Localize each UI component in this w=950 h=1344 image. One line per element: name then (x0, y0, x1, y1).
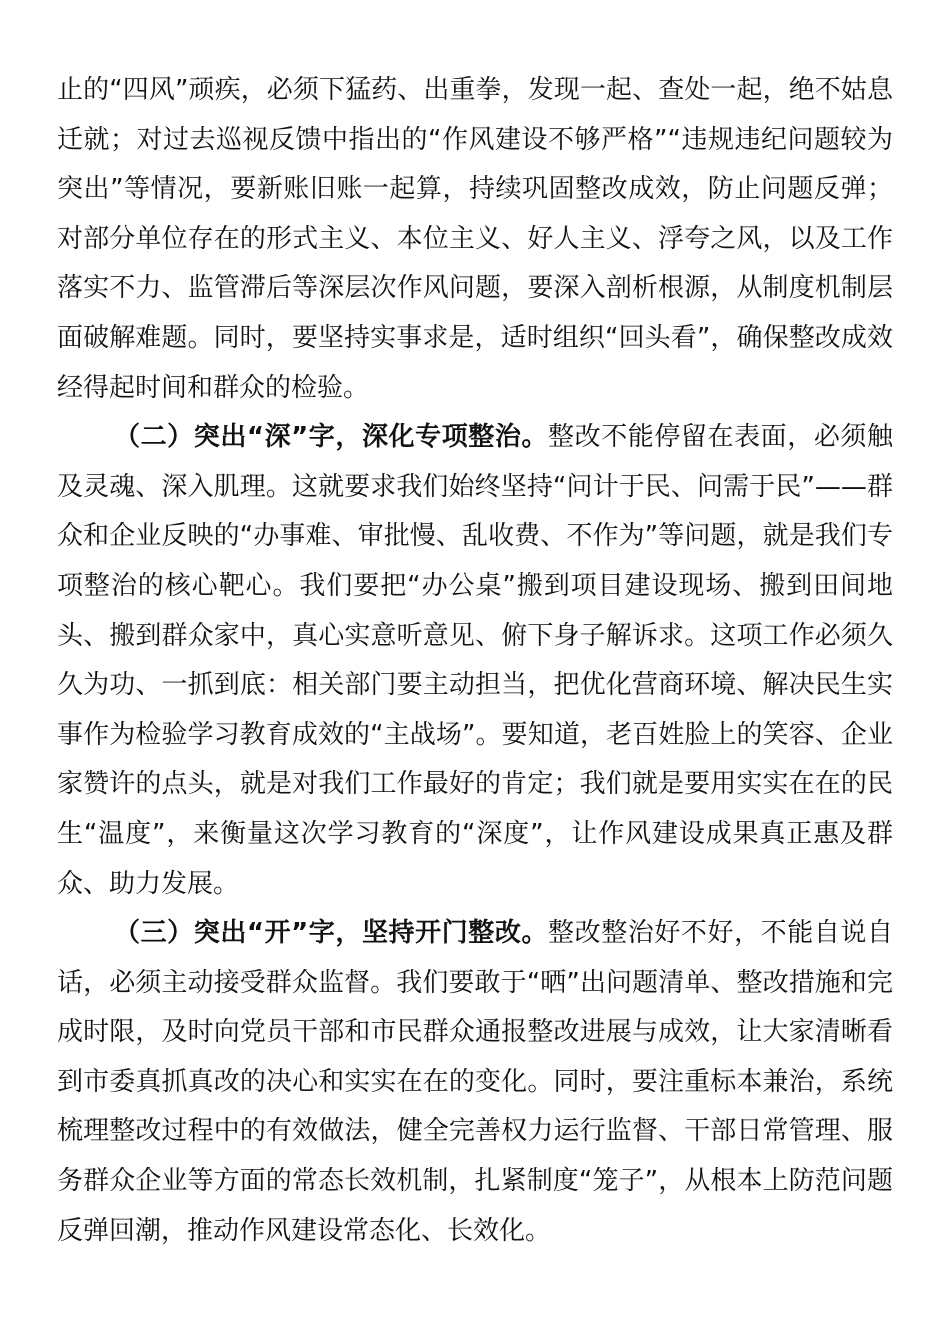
paragraph-text: 整改不能停留在表面，必须触及灵魂、深入肌理。这就要求我们始终坚持“问计于民、问需于民”——群众和企业反映的“办事难、审批慢、乱收费、不作为”等问题，就是我们专项整治的核心靶心。我们要把“办公桌”搬到项目建设现场、搬到田间地头、搬到群众家中，真心实意听意见、俯下身子解诉求。这项工作必须久久为功、一抓到底：相关部门要主动担当，把优化营商环境、解决民生实事作为检验学习教育成效的“主战场”。要知道，老百姓脸上的笑容、企业家赞许的点头，就是对我们工作最好的肯定；我们就是要用实实在在的民生“温度”，来衡量这次学习教育的“深度”，让作风建设成果真正惠及群众、助力发展。 (57, 422, 893, 899)
section-heading: （三）突出“开”字，坚持开门整改。 (114, 918, 549, 949)
section-heading: （二）突出“深”字，深化专项整治。 (114, 422, 549, 453)
paragraph-text: 整改整治好不好，不能自说自话，必须主动接受群众监督。我们要敢于“晒”出问题清单、整改措施和完成时限，及时向党员干部和市民群众通报整改进展与成效，让大家清晰看到市委真抓真改的决心和实实在在的变化。同时，要注重标本兼治，系统梳理整改过程中的有效做法，健全完善权力运行监督、干部日常管理、服务群众企业等方面的常态长效机制，扎紧制度“笼子”，从根本上防范问题反弹回潮，推动作风建设常态化、长效化。 (57, 918, 893, 1246)
paragraph-section-three (57, 909, 893, 1256)
paragraph-section-two (57, 413, 893, 909)
paragraph-continuation (57, 66, 893, 413)
document-page (57, 66, 893, 1256)
paragraph-text: 止的“四风”顽疾，必须下猛药、出重拳，发现一起、查处一起，绝不姑息迁就；对过去巡视反馈中指出的“作风建设不够严格”“违规违纪问题较为突出”等情况，要新账旧账一起算，持续巩固整改成效，防止问题反弹；对部分单位存在的形式主义、本位主义、好人主义、浮夸之风，以及工作落实不力、监管滞后等深层次作风问题，要深入剖析根源，从制度机制层面破解难题。同时，要坚持实事求是，适时组织“回头看”，确保整改成效经得起时间和群众的检验。 (57, 75, 893, 403)
